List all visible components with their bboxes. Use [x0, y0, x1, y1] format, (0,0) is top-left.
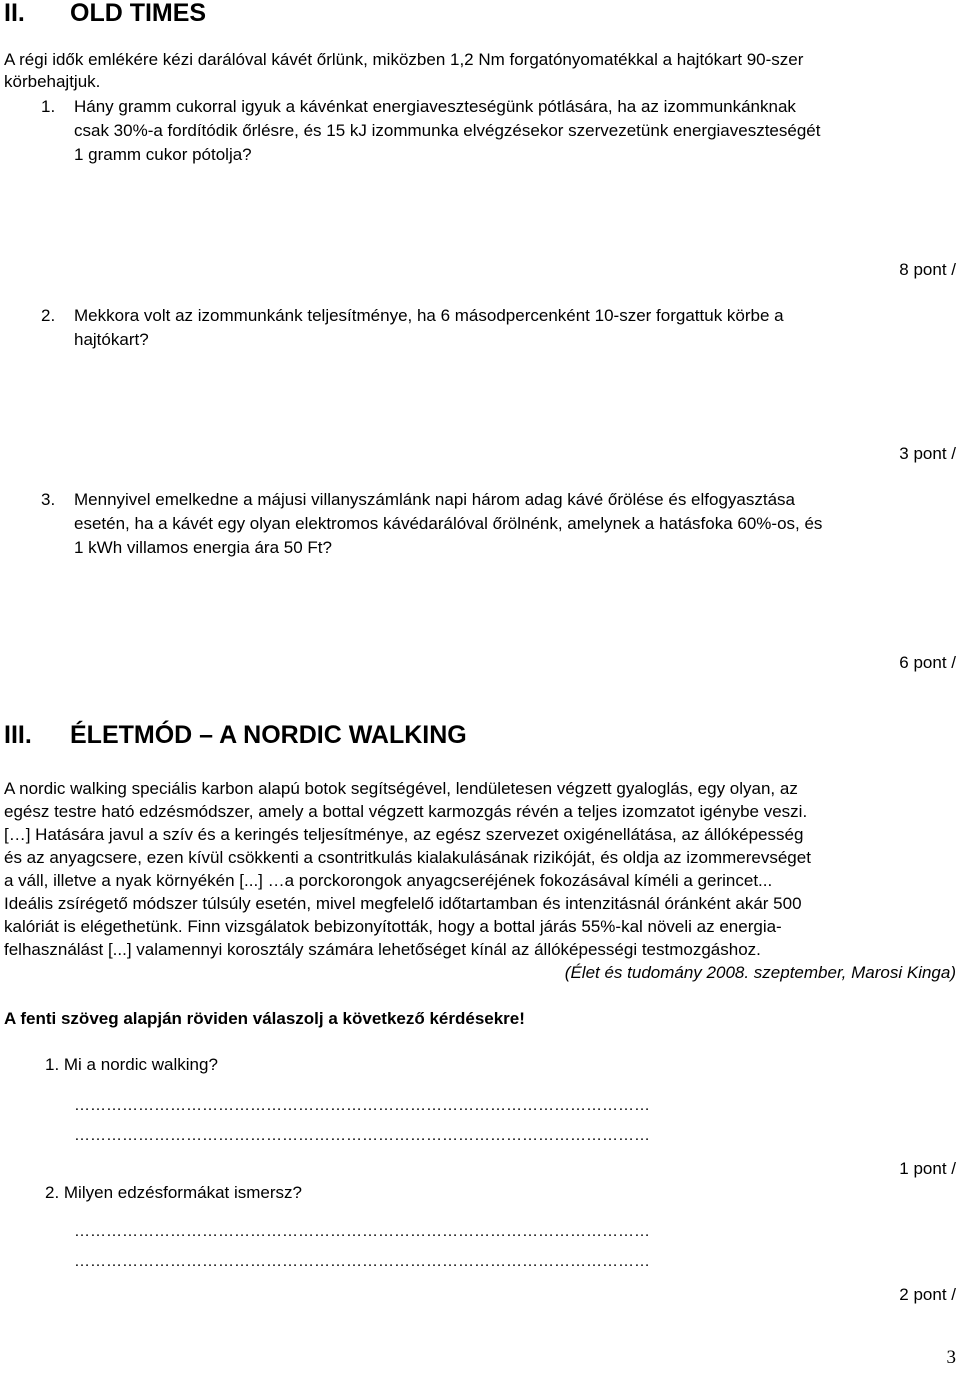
q3-line-1: Mennyivel emelkedne a májusi villanyszámlánk napi három adag kávé őrölése és elfogyasztása — [74, 490, 795, 509]
s3-q1-points: 1 pont / — [899, 1159, 956, 1178]
section-3-number: III. — [4, 721, 32, 749]
s3-q1-answer-line-2[interactable]: ……………………………………………………………………………………………… — [74, 1127, 650, 1144]
paragraph-line-1: A nordic walking speciális karbon alapú botok segítségével, lendületesen végzett gyaloglás, egy olyan, az — [4, 779, 798, 798]
s3-q2-answer-line-2[interactable]: ……………………………………………………………………………………………… — [74, 1253, 650, 1270]
s3-q1-label: 1. Mi a nordic walking? — [45, 1055, 218, 1074]
q1-line-3: 1 gramm cukor pótolja? — [74, 145, 252, 164]
q1-line-1: Hány gramm cukorral igyuk a kávénkat energiaveszteségünk pótlására, ha az izommunkánknak — [74, 97, 796, 116]
q2-line-1: Mekkora volt az izommunkánk teljesítménye, ha 6 másodpercenként 10-szer forgattuk körbe a — [74, 306, 784, 325]
q1-points: 8 pont / — [899, 260, 956, 279]
q1-number: 1. — [41, 97, 56, 116]
s3-q2-points: 2 pont / — [899, 1285, 956, 1304]
paragraph-line-5: a váll, illetve a nyak környékén [...] …a porckorongok anyagcseréjének fokozásával kíméli a gerincet... — [4, 871, 773, 890]
instruction: A fenti szöveg alapján röviden válaszolj a következő kérdésekre! — [4, 1009, 525, 1028]
paragraph-line-6: Ideális zsírégető módszer túlsúly esetén, mivel megfelelő időtartamban és intenzitásnál óránként akár 500 — [4, 894, 802, 913]
q1-line-2: csak 30%-a fordítódik őrlésre, és 15 kJ izommunka elvégzésekor szervezetünk energiaveszteségét — [74, 121, 821, 140]
intro-line-2: körbehajtjuk. — [4, 72, 101, 91]
page-number: 3 — [946, 1347, 956, 1368]
q2-line-2: hajtókart? — [74, 330, 149, 349]
q3-number: 3. — [41, 490, 56, 509]
paragraph-line-4: és az anyagcsere, ezen kívül csökkenti a csontritkulás kialakulásának rizikóját, és oldja az izommerevséget — [4, 848, 811, 867]
q3-line-3: 1 kWh villamos energia ára 50 Ft? — [74, 538, 332, 557]
s3-q1-answer-line-1[interactable]: ……………………………………………………………………………………………… — [74, 1097, 650, 1114]
s3-q2-answer-line-1[interactable]: ……………………………………………………………………………………………… — [74, 1223, 650, 1240]
paragraph-line-7: kalóriát is elégethetünk. Finn vizsgálatok bebizonyították, hogy a bottal járás 55%-kal növeli az energia- — [4, 917, 782, 936]
section-2-number: II. — [4, 0, 25, 27]
q3-points: 6 pont / — [899, 653, 956, 672]
q2-number: 2. — [41, 306, 56, 325]
q3-line-2: esetén, ha a kávét egy olyan elektromos kávédarálóval őrölnénk, amelynek a hatásfoka 60%-os, és — [74, 514, 823, 533]
s3-q2-label: 2. Milyen edzésformákat ismersz? — [45, 1183, 302, 1202]
intro-line-1: A régi idők emlékére kézi darálóval kávét őrlünk, miközben 1,2 Nm forgatónyomatékkal a hajtókart 90-szer — [4, 50, 804, 69]
q2-points: 3 pont / — [899, 444, 956, 463]
paragraph-line-2: egész testre ható edzésmódszer, amely a bottal végzett karmozgás révén a teljes izomzatot igénybe veszi. — [4, 802, 808, 821]
section-2-title: OLD TIMES — [70, 0, 207, 27]
paragraph-line-3: […] Hatására javul a szív és a keringés teljesítménye, az egész szervezet oxigénellátása, az állóképesség — [4, 825, 804, 844]
paragraph-line-8: felhasználást [...] valamennyi korosztály számára lehetőséget kínál az állóképességi testmozgáshoz. — [4, 940, 761, 959]
source-citation: (Élet és tudomány 2008. szeptember, Marosi Kinga) — [564, 963, 956, 982]
section-3-title: ÉLETMÓD – A NORDIC WALKING — [70, 721, 467, 749]
